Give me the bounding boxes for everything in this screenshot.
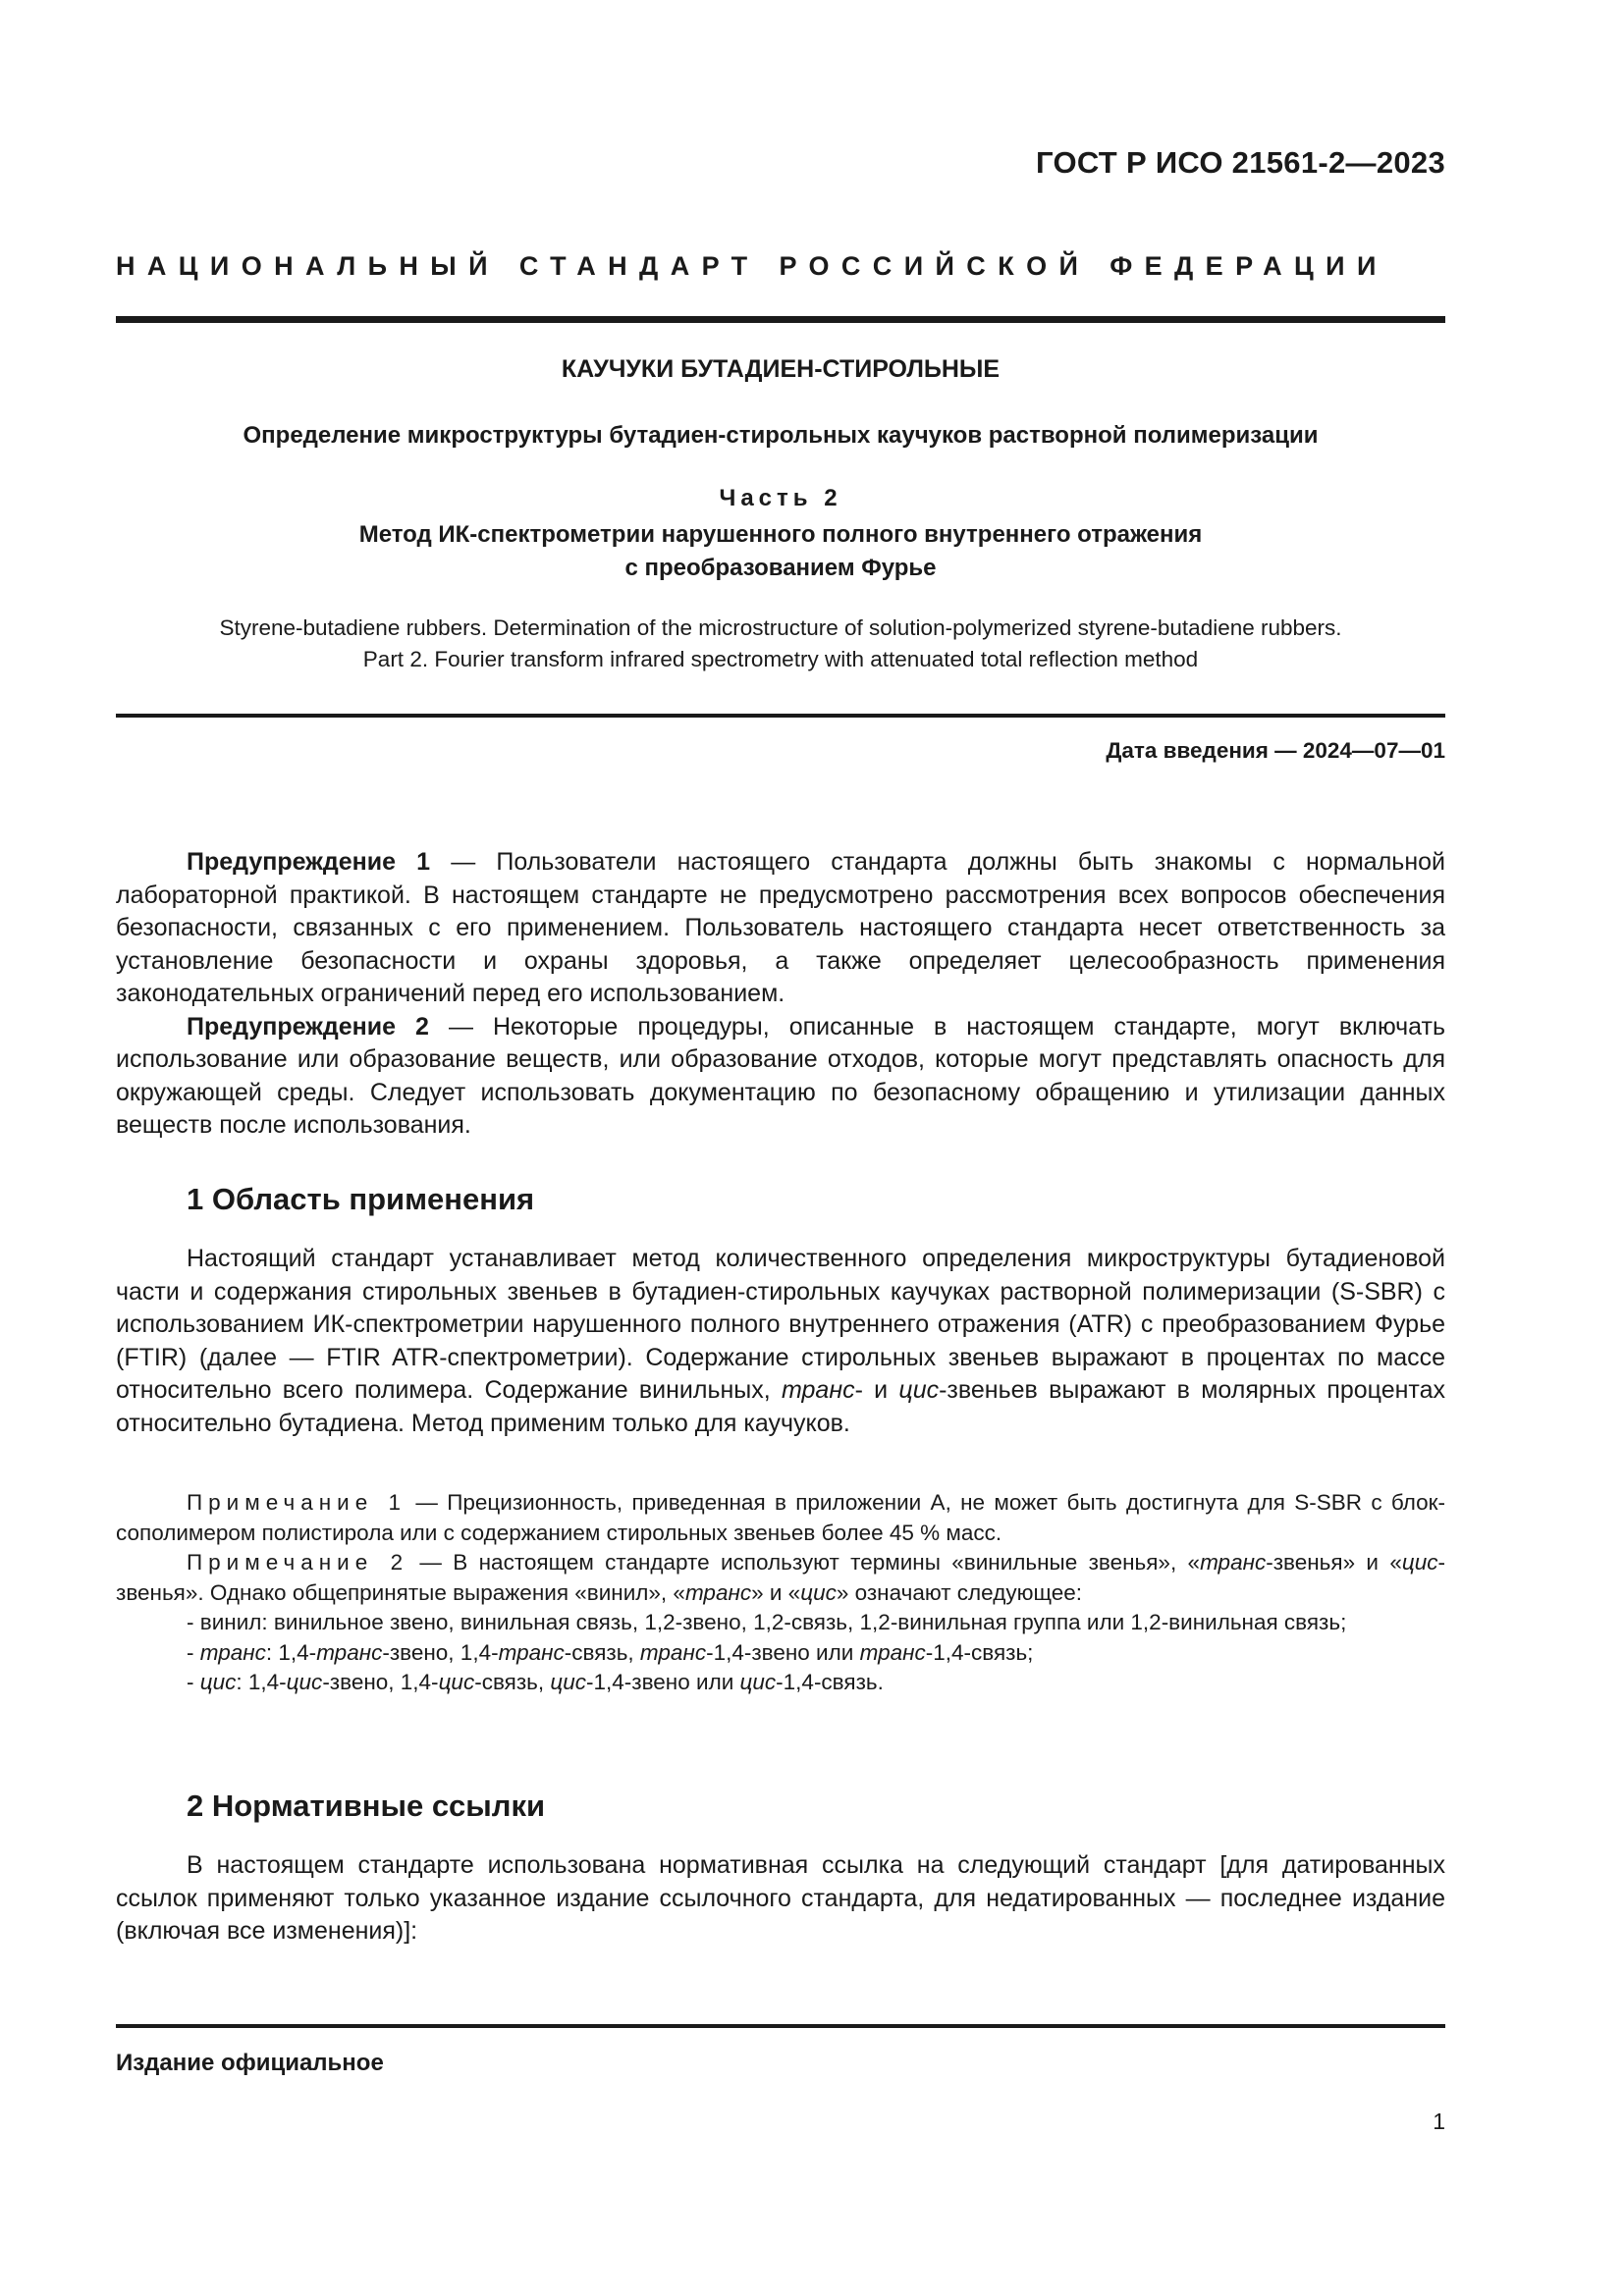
note-2-text-e: -звенья». Однако общепринятые выражения «винил», « xyxy=(116,1550,1445,1605)
english-title xyxy=(116,613,1445,675)
note-2-text-h: цис xyxy=(800,1579,837,1605)
page-number: 1 xyxy=(1433,2109,1445,2134)
cis-text-b: цис xyxy=(199,1670,237,1694)
header-rule xyxy=(116,316,1445,323)
trans-text-k: -1,4-связь; xyxy=(925,1639,1034,1665)
section-1-text-a: Настоящий стандарт устанавливает метод количественного определения микроструктуры бутадиеновой части и содержания стирольных звеньев в бутадиен-стирольных каучуках растворной полимеризации (S-SBR) с использованием ИК-спектрометрии нарушенного полного внутреннего отражения (ATR) с преобразованием Фурье (FTIR) (далее — FTIR ATR-спектрометрии). Содержание стирольных звеньев выражают в процентах по массе относительно всего полимера. Содержание винильных, xyxy=(116,1245,1445,1404)
cis-text-a: - xyxy=(187,1670,200,1694)
warning-1-text: — Пользователи настоящего стандарта должны быть знакомы с нормальной лабораторной практикой. В настоящем стандарте не предусмотрено рассмотрения всех вопросов обеспечения безопасности, связанных с его применением. Пользователь настоящего стандарта несет ответственность за установление безопасности и охраны здоровья, а также определяет целесообразность применения законодательных ограничений перед его использованием. xyxy=(116,848,1445,1007)
section-1-notes xyxy=(116,1488,1445,1698)
note-2-text-i: » означают следующее: xyxy=(836,1579,1082,1605)
section-1-text-cis: цис xyxy=(898,1376,940,1404)
cis-text-g: -связь, xyxy=(474,1670,551,1694)
trans-text-f: транс xyxy=(498,1639,565,1665)
note-2-label: Примечание 2 xyxy=(187,1550,409,1575)
note-2 xyxy=(116,1548,1445,1608)
title-rule xyxy=(116,714,1445,718)
english-title-line-1: Styrene-butadiene rubbers. Determination of the microstructure of solution-polymerized styrene-butadiene rubbers. xyxy=(219,615,1342,640)
cis-text-i: -1,4-звено или xyxy=(586,1670,740,1694)
section-1-text-trans: транс xyxy=(781,1376,855,1404)
part-title xyxy=(116,518,1445,585)
part-title-line-2: с преобразованием Фурье xyxy=(624,555,937,581)
document-code: ГОСТ Р ИСО 21561-2—2023 xyxy=(1036,145,1445,180)
warning-2 xyxy=(116,1011,1445,1143)
cis-text-f: цис xyxy=(438,1670,475,1694)
trans-text-i: -1,4-звено или xyxy=(706,1639,860,1665)
section-2-paragraph: В настоящем стандарте использована нормативная ссылка на следующий стандарт [для датированных ссылок применяют только указанное издание ссылочного стандарта, для недатированных — последнее издание (включая все изменения)]: xyxy=(116,1851,1445,1945)
list-item-cis xyxy=(116,1668,1445,1698)
cis-text-j: цис xyxy=(739,1670,777,1694)
section-1-text-c: -звеньев выражают в молярных процентах относительно бутадиена. Метод применим только для каучуков. xyxy=(116,1376,1445,1437)
introduction-date: Дата введения — 2024—07—01 xyxy=(1106,738,1445,763)
official-edition-label: Издание официальное xyxy=(116,2050,384,2076)
section-1-heading: 1 Область применения xyxy=(187,1182,535,1216)
warning-1 xyxy=(116,846,1445,1011)
note-1 xyxy=(116,1488,1445,1548)
trans-text-b: транс xyxy=(199,1639,266,1665)
trans-text-g: -связь, xyxy=(564,1639,640,1665)
part-title-line-1: Метод ИК-спектрометрии нарушенного полного внутреннего отражения xyxy=(358,521,1203,548)
cis-text-k: -1,4-связь. xyxy=(776,1670,884,1694)
cis-text-h: цис xyxy=(550,1670,587,1694)
warning-2-text: — Некоторые процедуры, описанные в настоящем стандарте, могут включать использование или образование веществ, или образование отходов, которые могут представлять опасность для окружающей среды. Следует использовать документацию по безопасному обращению и утилизации данных веществ после использования. xyxy=(116,1012,1446,1139)
cis-text-e: -звено, 1,4- xyxy=(322,1670,439,1694)
note-2-text-a: — В настоящем стандарте используют термины «винильные звенья», « xyxy=(408,1550,1201,1575)
warning-2-lead: Предупреждение 2 xyxy=(187,1012,429,1041)
trans-text-d: транс xyxy=(316,1639,383,1665)
trans-text-a: - xyxy=(187,1639,200,1665)
cis-text-d: цис xyxy=(286,1670,323,1694)
english-title-line-2: Part 2. Fourier transform infrared spectrometry with attenuated total reflection method xyxy=(362,647,1199,671)
document-subtitle: Определение микроструктуры бутадиен-стирольных каучуков растворной полимеризации xyxy=(243,422,1319,449)
warnings-block xyxy=(116,846,1445,1143)
document-title: КАУЧУКИ БУТАДИЕН-СТИРОЛЬНЫЕ xyxy=(561,355,1001,383)
trans-text-e: -звено, 1,4- xyxy=(382,1639,499,1665)
note-2-text-c: -звенья» и « xyxy=(1266,1550,1402,1575)
trans-text-c: : 1,4- xyxy=(265,1639,317,1665)
section-1-paragraph xyxy=(116,1243,1445,1440)
note-2-text-d: цис xyxy=(1401,1550,1438,1575)
trans-text-h: транс xyxy=(639,1639,707,1665)
list-item-trans xyxy=(116,1638,1445,1669)
section-1-text-b: - и xyxy=(854,1376,899,1404)
part-label: Часть 2 xyxy=(719,485,842,511)
note-2-text-f: транс xyxy=(684,1579,752,1605)
section-2-heading: 2 Нормативные ссылки xyxy=(187,1789,546,1823)
national-standard-banner: НАЦИОНАЛЬНЫЙ СТАНДАРТ РОССИЙСКОЙ ФЕДЕРАЦИИ xyxy=(116,251,1388,281)
note-2-text-b: транс xyxy=(1200,1550,1267,1575)
trans-text-j: транс xyxy=(859,1639,926,1665)
note-1-text: — Прецизионность, приведенная в приложении А, не может быть достигнута для S-SBR с блок-сополимером полистирола или с содержанием стирольных звеньев более 45 % масс. xyxy=(116,1490,1445,1545)
footer-rule xyxy=(116,2024,1445,2028)
note-1-label: Примечание 1 xyxy=(187,1490,407,1515)
note-2-text-g: » и « xyxy=(751,1579,801,1605)
warning-1-lead: Предупреждение 1 xyxy=(187,848,431,876)
section-1-body xyxy=(116,1243,1445,1440)
section-2-body xyxy=(116,1849,1445,1949)
list-item-vinyl: - винил: винильное звено, винильная связь, 1,2-звено, 1,2-связь, 1,2-винильная группа или 1,2-винильная связь; xyxy=(187,1610,1347,1634)
cis-text-c: : 1,4- xyxy=(236,1670,287,1694)
